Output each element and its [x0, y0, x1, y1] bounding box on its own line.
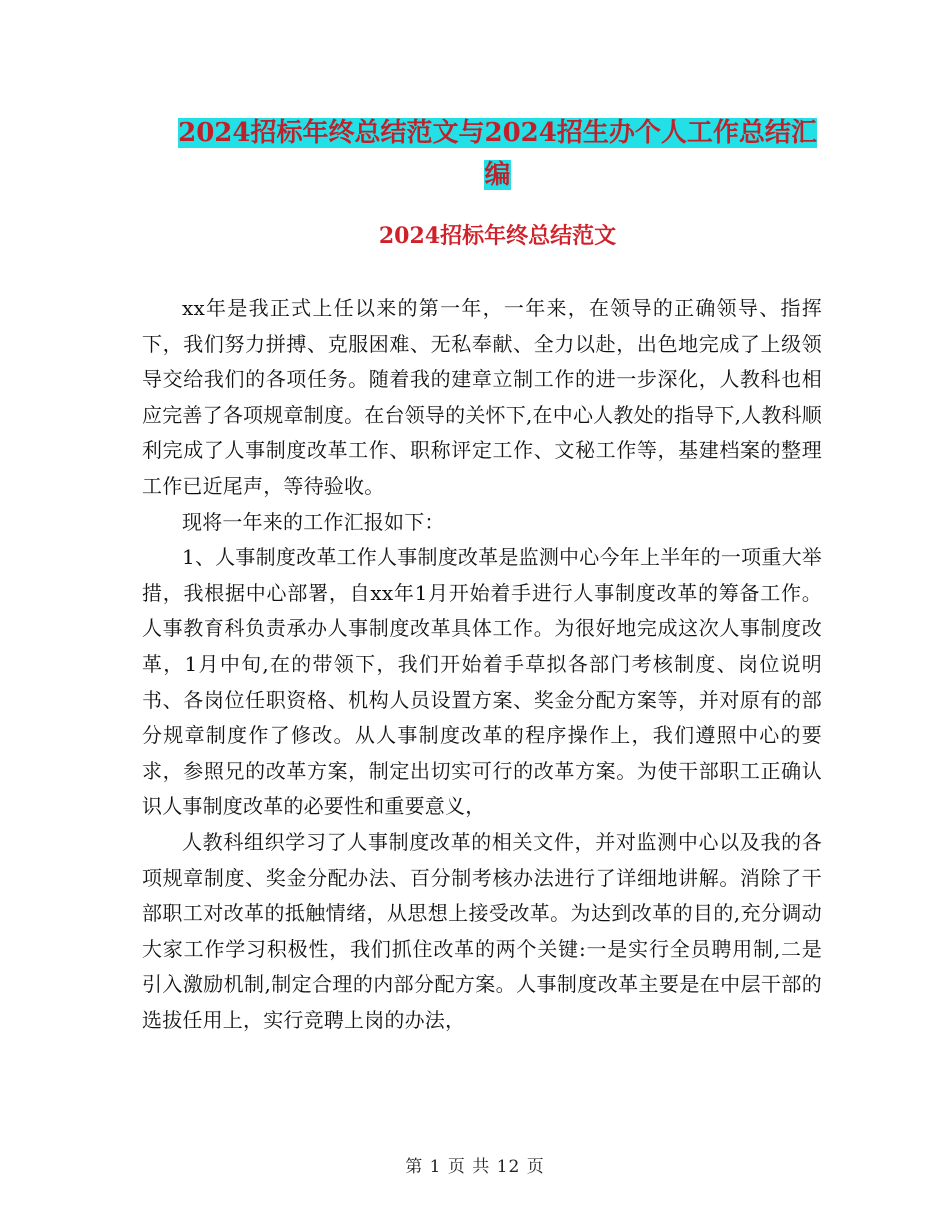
paragraph: 现将一年来的工作汇报如下： [182, 509, 445, 534]
document-title-line-1: 2024招标年终总结范文与2024招生办个人工作总结汇 [178, 118, 817, 148]
paragraph: xx年是我正式上任以来的第一年，一年来，在领导的正确领导、指挥下，我们努力拼搏、克服困难、无私奉献、全力以赴，出色地完成了上级领导交给我们的各项任务。随着我的建章立制工作的进一步深化，人教科也相应完善了各项规章制度。在台领导的关怀下,在中心人教处的指导下,人教科顺利完成了人事制度改革工作、职称评定工作、文秘工作等，基建档案的整理工作已近尾声，等待验收。 [142, 296, 822, 498]
page-number-footer: 第 1 页 共 12 页 [405, 1157, 545, 1177]
document-title [140, 112, 855, 196]
document-title-line-2: 编 [484, 160, 511, 190]
section-title: 2024招标年终总结范文 [378, 223, 617, 249]
document-body [142, 291, 822, 1038]
paragraph: 人教科组织学习了人事制度改革的相关文件，并对监测中心以及我的各项规章制度、奖金分配办法、百分制考核办法进行了详细地讲解。消除了干部职工对改革的抵触情绪，从思想上接受改革。为达到改革的目的,充分调动大家工作学习积极性，我们抓住改革的两个关键:一是实行全员聘用制,二是引入激励机制,制定合理的内部分配方案。人事制度改革主要是在中层干部的选拔任用上，实行竞聘上岗的办法， [142, 829, 822, 1032]
paragraph: 1、人事制度改革工作人事制度改革是监测中心今年上半年的一项重大举措，我根据中心部署，自xx年1月开始着手进行人事制度改革的筹备工作。人事教育科负责承办人事制度改革具体工作。为很好地完成这次人事制度改革，1月中旬,在的带领下，我们开始着手草拟各部门考核制度、岗位说明书、各岗位任职资格、机构人员设置方案、奖金分配方案等，并对原有的部分规章制度作了修改。从人事制度改革的程序操作上，我们遵照中心的要求，参照兄的改革方案，制定出切实可行的改革方案。为使干部职工正确认识人事制度改革的必要性和重要意义， [142, 545, 822, 819]
